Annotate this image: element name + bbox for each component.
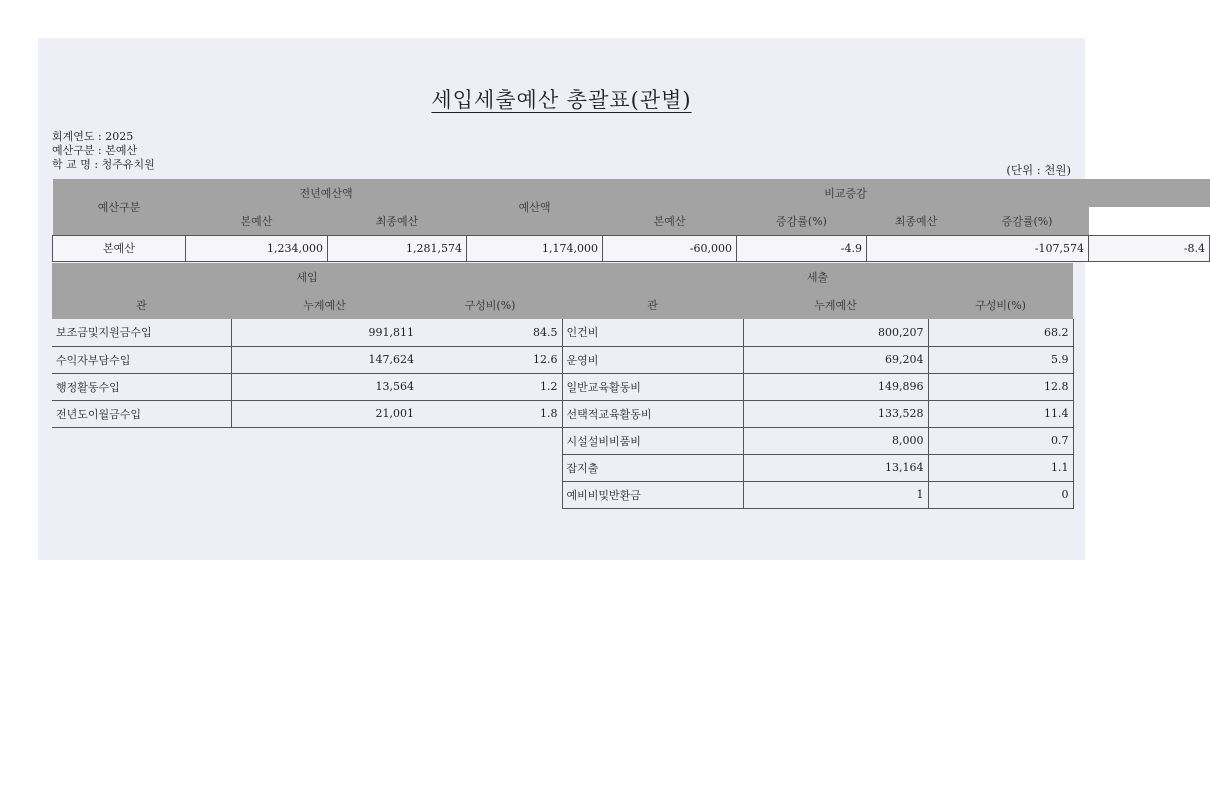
summary-prev-final: 1,281,574 bbox=[328, 235, 467, 261]
detail-table bbox=[52, 263, 1074, 509]
unit-label: (단위 : 천원) bbox=[1006, 163, 1071, 177]
expense-name: 선택적교육활동비 bbox=[562, 400, 743, 427]
table-row bbox=[52, 454, 1073, 481]
revenue-ratio: 1.8 bbox=[418, 400, 562, 427]
revenue-empty bbox=[52, 427, 231, 454]
header-compare: 비교증감 bbox=[603, 179, 1089, 207]
header-prev-year: 전년예산액 bbox=[186, 179, 467, 207]
header-budget-type: 예산구분 bbox=[53, 179, 186, 235]
header-cmp-main: 본예산 bbox=[603, 207, 737, 235]
header-exp-ratio: 구성비(%) bbox=[928, 291, 1073, 319]
expense-ratio: 68.2 bbox=[928, 319, 1073, 346]
expense-amount: 69,204 bbox=[743, 346, 928, 373]
header-prev-main: 본예산 bbox=[186, 207, 328, 235]
revenue-ratio: 84.5 bbox=[418, 319, 562, 346]
revenue-amount: 991,811 bbox=[231, 319, 418, 346]
table-row bbox=[52, 481, 1073, 508]
header-exp-cumulative: 누계예산 bbox=[743, 291, 928, 319]
revenue-amount: 147,624 bbox=[231, 346, 418, 373]
document-sheet bbox=[38, 38, 1206, 560]
header-budget-amount: 예산액 bbox=[467, 179, 603, 235]
header-rev-cumulative: 누계예산 bbox=[231, 291, 418, 319]
revenue-empty bbox=[418, 481, 562, 508]
summary-diff-main-rate: -4.9 bbox=[737, 235, 867, 261]
revenue-name: 전년도이월금수입 bbox=[52, 400, 231, 427]
summary-table bbox=[52, 179, 1210, 262]
revenue-empty bbox=[231, 454, 418, 481]
expense-ratio: 1.1 bbox=[928, 454, 1073, 481]
expense-amount: 800,207 bbox=[743, 319, 928, 346]
document-title: 세입세출예산 총괄표(관별) bbox=[431, 88, 692, 112]
revenue-empty bbox=[418, 427, 562, 454]
revenue-empty bbox=[231, 427, 418, 454]
header-cmp-final-rate: 증감률(%) bbox=[966, 207, 1089, 235]
header-cmp-main-rate: 증감률(%) bbox=[737, 207, 867, 235]
revenue-empty bbox=[52, 454, 231, 481]
revenue-empty bbox=[231, 481, 418, 508]
summary-diff-main: -60,000 bbox=[603, 235, 737, 261]
header-blank bbox=[1089, 179, 1210, 207]
summary-prev-main: 1,234,000 bbox=[186, 235, 328, 261]
expense-amount: 133,528 bbox=[743, 400, 928, 427]
expense-name: 인건비 bbox=[562, 319, 743, 346]
summary-row bbox=[53, 235, 1210, 261]
fiscal-year: 회계연도 : 2025 bbox=[52, 130, 134, 143]
expense-name: 일반교육활동비 bbox=[562, 373, 743, 400]
revenue-name: 수익자부담수입 bbox=[52, 346, 231, 373]
summary-budget: 1,174,000 bbox=[467, 235, 603, 261]
school-name: 학 교 명 : 청주유치원 bbox=[52, 158, 155, 171]
document-meta bbox=[52, 130, 155, 172]
expense-name: 잡지출 bbox=[562, 454, 743, 481]
summary-diff-final: -107,574 bbox=[867, 235, 1089, 261]
revenue-amount: 13,564 bbox=[231, 373, 418, 400]
budget-type: 예산구분 : 본예산 bbox=[52, 144, 138, 157]
header-exp-gwan: 관 bbox=[562, 291, 743, 319]
expense-amount: 8,000 bbox=[743, 427, 928, 454]
table-row bbox=[52, 346, 1073, 373]
revenue-amount: 21,001 bbox=[231, 400, 418, 427]
expense-name: 시설설비비품비 bbox=[562, 427, 743, 454]
header-revenue: 세입 bbox=[52, 263, 562, 291]
header-cmp-final: 최종예산 bbox=[867, 207, 966, 235]
expense-ratio: 0 bbox=[928, 481, 1073, 508]
header-rev-gwan: 관 bbox=[52, 291, 231, 319]
expense-amount: 13,164 bbox=[743, 454, 928, 481]
header-expense: 세출 bbox=[562, 263, 1073, 291]
revenue-empty bbox=[418, 454, 562, 481]
summary-diff-final-rate: -8.4 bbox=[1089, 235, 1210, 261]
revenue-name: 보조금및지원금수입 bbox=[52, 319, 231, 346]
expense-ratio: 5.9 bbox=[928, 346, 1073, 373]
expense-amount: 149,896 bbox=[743, 373, 928, 400]
expense-name: 예비비및반환금 bbox=[562, 481, 743, 508]
header-rev-ratio: 구성비(%) bbox=[418, 291, 562, 319]
revenue-ratio: 1.2 bbox=[418, 373, 562, 400]
table-row bbox=[52, 400, 1073, 427]
expense-ratio: 0.7 bbox=[928, 427, 1073, 454]
expense-ratio: 12.8 bbox=[928, 373, 1073, 400]
table-row bbox=[52, 373, 1073, 400]
header-prev-final: 최종예산 bbox=[328, 207, 467, 235]
expense-ratio: 11.4 bbox=[928, 400, 1073, 427]
expense-amount: 1 bbox=[743, 481, 928, 508]
table-row bbox=[52, 319, 1073, 346]
summary-row-label: 본예산 bbox=[53, 235, 186, 261]
revenue-name: 행정활동수입 bbox=[52, 373, 231, 400]
revenue-ratio: 12.6 bbox=[418, 346, 562, 373]
expense-name: 운영비 bbox=[562, 346, 743, 373]
revenue-empty bbox=[52, 481, 231, 508]
table-row bbox=[52, 427, 1073, 454]
